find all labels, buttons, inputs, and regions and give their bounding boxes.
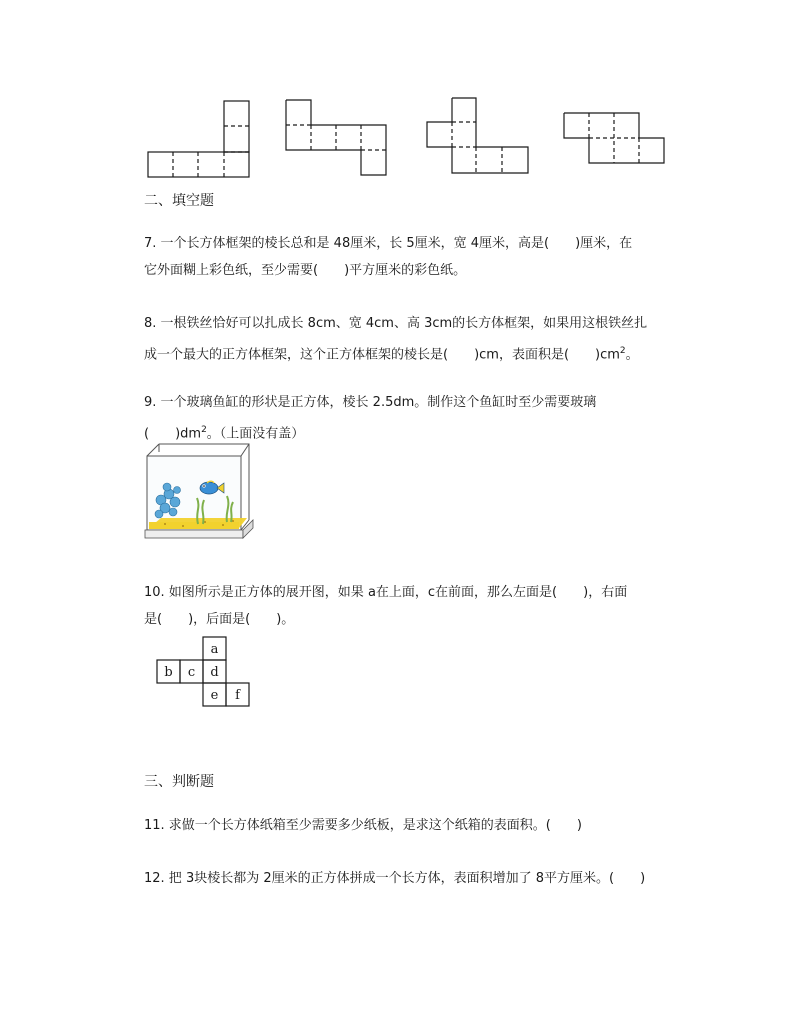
net-label-c: c [187,665,196,680]
cube-net-4 [564,113,664,163]
question-7-line-1: 7. 一个长方体框架的棱长总和是 48厘米，长 5厘米，宽 4厘米，高是( )厘米，在 [144,236,633,251]
question-11: 11. 求做一个长方体纸箱至少需要多少纸板，是求这个纸箱的表面积。( ) [144,818,582,833]
question-7-line-2: 它外面糊上彩色纸，至少需要( )平方厘米的彩色纸。 [144,263,467,278]
fish-tank-image [143,442,255,550]
cube-net-3 [427,98,528,173]
question-8-line-2: 成一个最大的正方体框架，这个正方体框架的棱长是( )cm，表面积是( )$cm^2$。 [144,346,639,363]
cube-net-1 [148,101,249,177]
question-12: 12. 把 3块棱长都为 2厘米的正方体拼成一个长方体，表面积增加了 8平方厘米。( ) [144,871,646,886]
net-label-f: f [235,688,240,703]
net-label-a: a [210,642,219,657]
question-10-line-2: 是( )，后面是( )。 [144,612,295,627]
net-label-e: e [210,688,219,703]
cube-net-2 [286,100,386,175]
question-9-line-1: 9. 一个玻璃鱼缸的形状是正方体，棱长 2.5dm。制作这个鱼缸时至少需要玻璃 [144,395,597,410]
net-label-d: d [210,665,219,680]
section-heading-true-false: 三、判断题 [144,774,214,790]
cube-net-letters [150,635,254,711]
cube-nets-figure [140,95,675,180]
question-8-line-1: 8. 一根铁丝恰好可以扎成长 8cm、宽 4cm、高 3cm的长方体框架，如果用这根铁丝扎 [144,316,648,331]
question-9-line-2: ( )$dm^2$。（上面没有盖） [144,425,305,442]
question-10-line-1: 10. 如图所示是正方体的展开图，如果 a在上面，c在前面，那么左面是( )，右面 [144,585,628,600]
section-heading-fill-blank: 二、填空题 [144,193,214,209]
net-label-b: b [164,665,173,680]
